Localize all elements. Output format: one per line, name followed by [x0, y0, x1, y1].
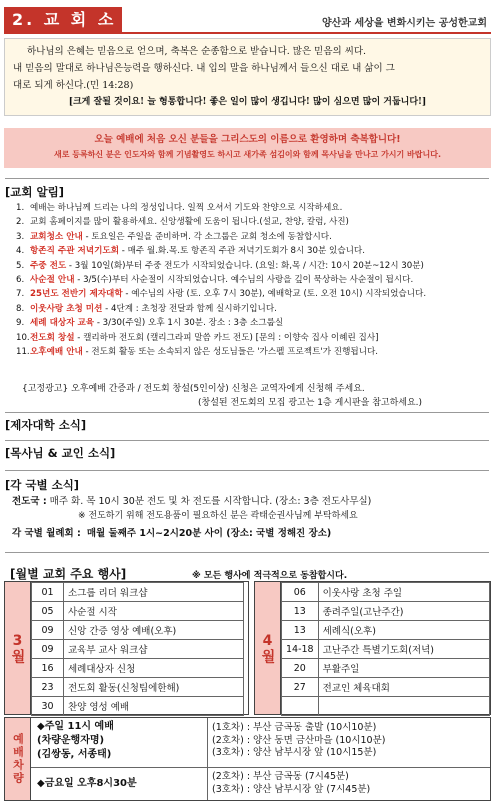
- notice-list: [16, 201, 486, 359]
- table-row: 20 부활주일: [282, 659, 490, 678]
- evangelism-note: ※ 전도하기 위해 전도용품이 필요하신 분은 곽태순권사님께 부탁하세요: [78, 511, 358, 521]
- route-item: (1호차) : 부산 금곡동 출발 (10시10분): [212, 722, 377, 733]
- march-table: [31, 582, 244, 716]
- table-row: 06 이웃사랑 초청 주일: [282, 583, 490, 602]
- fixed-ad-line: {고정광고} 오후예배 간증과 / 전도회 창설(5인이상) 신청은 교역자에게 신청해 주세요.: [22, 384, 365, 394]
- sunday-routes: [207, 718, 385, 767]
- church-slogan: 양산과 세상을 변화시키는 공성한교회: [321, 18, 487, 29]
- verse-line: 하나님의 은혜는 믿음으로 얻으며, 축복은 순종함으로 받습니다. 많은 믿음의 씨다.: [27, 46, 367, 57]
- welcome-box: [4, 128, 491, 168]
- month-label: 3월: [5, 582, 31, 714]
- table-row: 27 전교인 체육대회: [282, 678, 490, 697]
- evangelism-label: 전도국 :: [12, 496, 47, 507]
- section-header: [4, 4, 491, 34]
- divider: [5, 412, 489, 413]
- discipleship-title: [제자대학 소식]: [5, 418, 87, 432]
- divider: [5, 440, 489, 441]
- vehicle-schedule: [4, 717, 491, 801]
- route-item: (3호차) : 양산 남부시장 앞 (7시45분): [212, 783, 371, 795]
- vehicle-label: 예배차량: [5, 718, 31, 800]
- table-row: 09 교육부 교사 워크샵: [32, 640, 244, 659]
- notices-title: [교회 알림]: [5, 185, 64, 199]
- route-item: (2호차) : 부산 금곡동 (7시45분): [212, 771, 349, 782]
- events-title: [월별 교회 주요 행사]: [10, 567, 127, 581]
- notice-item: 10.전도회 창설 - 캘리하마 전도회 (캘리그라피 말씀 카드 전도) [문의 : 이향숙 집사 이혜린 집사]: [16, 332, 379, 343]
- table-row: 09 신앙 간증 영상 예배(오후): [32, 621, 244, 640]
- meeting-line: [12, 526, 331, 541]
- divider: [5, 178, 489, 179]
- abroad-title: [각 국별 소식]: [5, 478, 80, 492]
- fixed-ad: [22, 382, 486, 410]
- table-row: 16 세례대상자 신청: [32, 659, 244, 678]
- notice-item: 2. 교회 홈페이지를 많이 활용하세요. 신앙생활에 도움이 됩니다.(설교, 찬양, 칼럼, 사진): [16, 217, 349, 228]
- table-row: 14-18 고난주간 특별기도회(저녁): [282, 640, 490, 659]
- sunday-vehicle-row: [31, 718, 490, 768]
- evangelism-line: [12, 494, 371, 509]
- divider: [5, 470, 489, 471]
- notice-item: 6. 사순절 안내 - 3/5(수)부터 사순절이 시작되었습니다. 예수님의 사랑을 깊이 묵상하는 사순절이 됩시다.: [16, 275, 414, 286]
- route-item: (3호차) : 양산 남부시장 앞 (10시15분): [212, 747, 377, 758]
- table-row: 13 세례식(오후): [282, 621, 490, 640]
- evangelism-text: 매주 화. 목 10시 30분 전도 및 차 전도를 시작합니다. (장소: 3층 전도사무실): [49, 496, 372, 507]
- table-row: 30 찬양 영성 예배: [32, 697, 244, 716]
- notice-item: 7. 25년도 전반기 제자대학 - 예수님의 사랑 (토. 오후 7시 30분), 예배학교 (토. 오전 10시) 시작되었습니다.: [16, 289, 427, 300]
- april-calendar: [254, 581, 491, 715]
- welcome-line: 새로 등록하신 분은 인도자와 함께 기념촬영도 하시고 새가족 섬김이와 함께 목사님을 만나고 가시기 바랍니다.: [53, 150, 441, 159]
- table-row: 13 종려주일(고난주간): [282, 602, 490, 621]
- divider: [5, 552, 489, 553]
- friday-vehicle-info: ◆금요일 오후8시30분: [37, 778, 137, 789]
- events-note: ※ 모든 행사에 적극적으로 동참합시다.: [192, 571, 348, 581]
- table-row: 01 소그룹 리더 워크샵: [32, 583, 244, 602]
- notice-item: 11.오후예배 안내 - 전도회 활동 또는 소속되지 않은 성도님들은 '가스펠 프로젝트'가 진행됩니다.: [16, 347, 379, 358]
- pastor-title: [목사님 & 교인 소식]: [5, 446, 116, 460]
- section-badge: 2. 교 회 소: [4, 7, 122, 32]
- sunday-vehicle-info: ◆주일 11시 예배 (차량운행자명) (김쌍동, 서종태): [37, 721, 114, 760]
- table-row: [282, 697, 490, 716]
- friday-vehicle-row: [31, 768, 490, 800]
- verse-line: 대로 되게 하신다.(민 14:28): [13, 80, 134, 91]
- notice-item: 8. 이웃사랑 초청 미션 - 4단계 : 초청장 전달과 함께 실시하기입니다.: [16, 303, 277, 314]
- march-calendar: [4, 581, 249, 715]
- meeting-label: 각 국별 월례회 :: [12, 528, 81, 539]
- friday-routes: [207, 768, 370, 800]
- route-item: (2호차) : 양산 동면 금산마을 (10시10분): [212, 734, 386, 746]
- verse-summary: [크게 잘될 것이요! 늘 형통합니다! 좋은 일이 많이 생깁니다! 많이 심으면 많이 거둡니다!]: [68, 97, 427, 107]
- verse-line: 내 믿음의 말대로 하나님은능력을 행하신다. 내 입의 말을 하나님께서 들으신 대로 내 삶이 그: [13, 63, 395, 74]
- month-label: 4월: [255, 582, 281, 714]
- notice-item: 3. 교회청소 안내 - 토요일은 주일을 준비하며. 각 소그룹은 교회 청소에 동참합시다.: [16, 231, 332, 242]
- table-row: 23 전도회 활동(신청팀에한해): [32, 678, 244, 697]
- fixed-ad-line: (창설된 전도회의 모집 광고는 1층 게시판을 참고하세요.): [198, 398, 423, 408]
- april-table: [281, 582, 490, 716]
- notice-item: 5. 주중 전도 - 3월 10일(화)부터 주중 전도가 시작되었습니다. (요일: 화,목 / 시간: 10시 20분~12시 30분): [16, 260, 424, 271]
- welcome-line: 오늘 예배에 처음 오신 분들을 그리스도의 이름으로 환영하며 축복합니다!: [94, 134, 401, 145]
- verse-box: [4, 38, 491, 116]
- notice-item: 1. 예배는 하나님께 드리는 나의 정성입니다. 일찍 오셔서 기도와 찬양으로 시작하세요.: [16, 203, 343, 213]
- notice-item: 4. 항존직 주관 저녁기도회 - 매주 월.화.목.토 항존직 주관 저녁기도회가 8시 30분 있습니다.: [16, 246, 365, 257]
- table-row: 05 사순절 시작: [32, 602, 244, 621]
- notice-item: 9. 세례 대상자 교육 - 3/30(주일) 오후 1시 30분. 장소 : 3층 소그룹실: [16, 318, 284, 329]
- meeting-text: 매월 둘째주 1시~2시20분 사이 (장소: 국별 정해진 장소): [86, 528, 332, 539]
